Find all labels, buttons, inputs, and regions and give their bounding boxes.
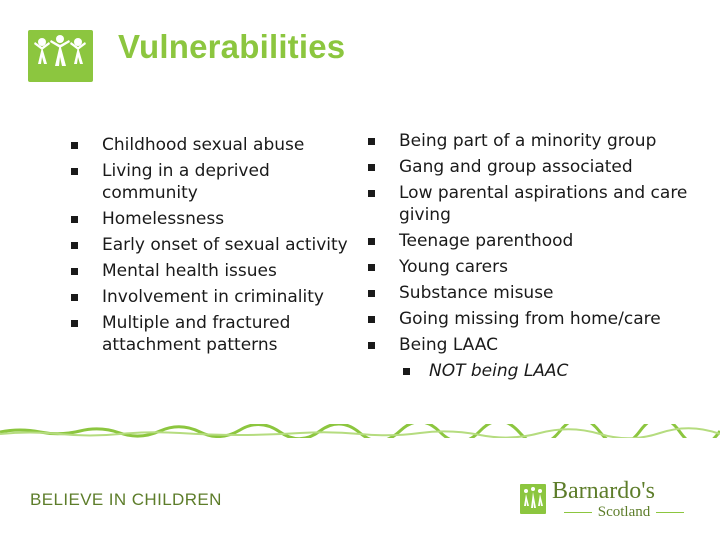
square-bullet-icon [71, 168, 78, 175]
square-bullet-icon [368, 238, 375, 245]
left-bullet-list [68, 134, 358, 360]
square-bullet-icon [71, 142, 78, 149]
list-item-text: Multiple and fractured attachment patterns [102, 313, 291, 355]
list-item-text: Young carers [399, 257, 508, 277]
list-item [365, 308, 695, 330]
square-bullet-icon [403, 368, 410, 375]
sub-list-item-text: NOT being LAAC [429, 361, 569, 381]
square-bullet-icon [71, 294, 78, 301]
footer-tagline: BELIEVE IN CHILDREN [30, 490, 222, 509]
list-item [365, 156, 695, 178]
children-figures-logo-icon [28, 30, 93, 82]
brand-rule-left [564, 512, 592, 513]
list-item-text: Low parental aspirations and care giving [399, 183, 688, 225]
square-bullet-icon [368, 290, 375, 297]
square-bullet-icon [368, 164, 375, 171]
grass-divider [0, 424, 720, 438]
square-bullet-icon [368, 190, 375, 197]
list-item-text: Being part of a minority group [399, 131, 657, 151]
children-figures-small-icon [520, 484, 546, 514]
list-item [365, 182, 695, 226]
list-item-text: Early onset of sexual activity [102, 235, 348, 255]
list-item-text: Going missing from home/care [399, 309, 661, 329]
brand-name: Barnardo's [552, 478, 655, 504]
right-bullet-list [365, 130, 695, 386]
square-bullet-icon [368, 316, 375, 323]
list-item [365, 256, 695, 278]
list-item [68, 234, 358, 256]
list-item [68, 160, 358, 204]
brand-region-text: Scotland [597, 504, 651, 520]
square-bullet-icon [71, 268, 78, 275]
list-item-text: Living in a deprived community [102, 161, 270, 203]
list-item-text: Childhood sexual abuse [102, 135, 305, 155]
square-bullet-icon [71, 216, 78, 223]
list-item-text: Substance misuse [399, 283, 554, 303]
list-item [365, 230, 695, 252]
list-item [68, 208, 358, 230]
square-bullet-icon [368, 138, 375, 145]
list-item [68, 134, 358, 156]
brand-logo [518, 478, 698, 522]
square-bullet-icon [368, 342, 375, 349]
list-item [365, 334, 695, 356]
list-item-text: Being LAAC [399, 335, 498, 355]
list-item-text: Involvement in criminality [102, 287, 324, 307]
list-item-text: Mental health issues [102, 261, 277, 281]
list-item [68, 312, 358, 356]
square-bullet-icon [71, 242, 78, 249]
brand-region [554, 504, 694, 521]
list-item [68, 286, 358, 308]
sub-list-item [365, 360, 695, 382]
square-bullet-icon [71, 320, 78, 327]
list-item-text: Gang and group associated [399, 157, 633, 177]
list-item [68, 260, 358, 282]
slide-title: Vulnerabilities [118, 28, 346, 65]
square-bullet-icon [368, 264, 375, 271]
list-item-text: Teenage parenthood [399, 231, 574, 251]
list-item [365, 282, 695, 304]
brand-rule-right [656, 512, 684, 513]
list-item [365, 130, 695, 152]
list-item-text: Homelessness [102, 209, 225, 229]
